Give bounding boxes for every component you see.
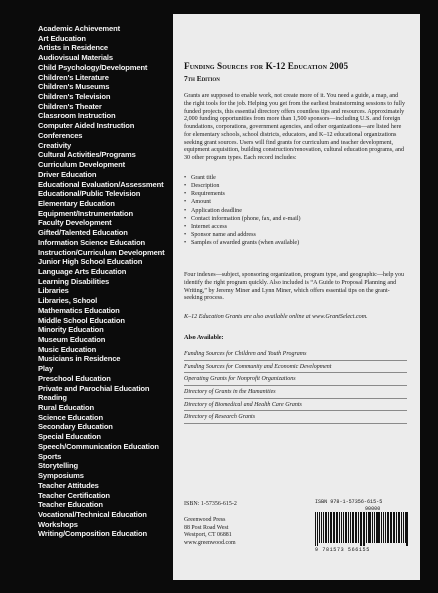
barcode-bar: [405, 512, 406, 543]
spine-topic-list: [38, 24, 173, 539]
spine-topic: Classroom Instruction: [38, 111, 116, 121]
spine-topic: Vocational/Technical Education: [38, 509, 147, 519]
barcode-bar: [366, 512, 367, 543]
barcode-bar: [391, 512, 392, 543]
barcode-bar: [403, 512, 404, 543]
spine-topic: Children's Literature: [38, 72, 109, 82]
spine-topic: Musicians in Residence: [38, 354, 121, 364]
spine-topic: Art Education: [38, 33, 86, 43]
spine-topic: Workshops: [38, 519, 78, 529]
barcode-bar: [363, 512, 365, 546]
record-field-item: • Amount: [184, 198, 407, 206]
barcode: [315, 499, 413, 559]
barcode-bar: [323, 512, 324, 543]
spine-topic: Artists in Residence: [38, 43, 109, 53]
spine-topic: Rural Education: [38, 403, 94, 413]
barcode-bar: [352, 512, 354, 543]
record-field-item: • Contact information (phone, fax, and e-mail): [184, 215, 407, 223]
spine-topic: Faculty Development: [38, 218, 112, 228]
barcode-bar: [369, 512, 371, 543]
barcode-bar: [383, 512, 384, 543]
barcode-bar: [385, 512, 386, 543]
spine-topic: Educational Evaluation/Assessment: [38, 179, 164, 189]
barcode-bar: [396, 512, 397, 543]
description-panel: [173, 14, 420, 580]
related-title: Funding Sources for Children and Youth Programs: [184, 351, 407, 361]
barcode-bar: [339, 512, 341, 543]
publisher-imprint: [184, 517, 236, 547]
barcode-bar: [377, 512, 379, 543]
related-title: Directory of Biomedical and Health Care Grants: [184, 402, 407, 412]
record-field-item: • Grant title: [184, 174, 407, 182]
spine-topic: Mathematics Education: [38, 305, 120, 315]
spine-topic: Instruction/Curriculum Development: [38, 247, 165, 257]
spine-topic: Curriculum Development: [38, 160, 125, 170]
spine-topic: Audiovisual Materials: [38, 53, 113, 63]
spine-topic: Gifted/Talented Education: [38, 228, 128, 238]
online-availability: [184, 314, 407, 322]
barcode-bar: [368, 512, 369, 543]
spine-topic: Learning Disabilities: [38, 276, 110, 286]
spine-topic: Academic Achievement: [38, 24, 120, 33]
related-title: Funding Sources for Community and Economic Development: [184, 364, 407, 374]
spine-topic: Play: [38, 364, 54, 374]
barcode-bar: [356, 512, 357, 543]
barcode-bar: [350, 512, 351, 543]
spine-topic: Conferences: [38, 130, 83, 140]
barcode-bar: [372, 512, 373, 543]
barcode-bar: [348, 512, 349, 543]
record-field-item: • Application deadline: [184, 207, 407, 215]
barcode-bar: [360, 512, 362, 546]
spine-topic: Information Science Education: [38, 237, 146, 247]
record-field-item: • Samples of awarded grants (when available): [184, 239, 407, 247]
publisher-street: 88 Post Road West: [184, 524, 229, 531]
spine-topic: Teacher Certification: [38, 490, 110, 500]
related-title: Directory of Grants in the Humanities: [184, 389, 407, 399]
barcode-bars: [315, 512, 413, 546]
publisher-name: Greenwood Press: [184, 517, 226, 523]
barcode-bar: [321, 512, 322, 543]
spine-topic: Elementary Education: [38, 198, 115, 208]
book-title: Funding Sources for K-12 Education 2005: [184, 61, 349, 71]
spine-topic: Driver Education: [38, 169, 97, 179]
barcode-bar: [398, 512, 400, 543]
barcode-bar: [387, 512, 389, 543]
barcode-bar: [334, 512, 335, 543]
barcode-bar: [355, 512, 356, 543]
barcode-bar: [345, 512, 347, 543]
publisher-website: www.greenwood.com: [184, 539, 236, 546]
spine-topic: Reading: [38, 393, 67, 403]
spine-topic: Special Education: [38, 432, 101, 442]
isbn-text: ISBN: 1-57356-615-2: [184, 501, 237, 507]
spine-topic: Junior High School Education: [38, 257, 143, 267]
barcode-bar: [343, 512, 344, 543]
spine-topic: Museum Education: [38, 335, 106, 344]
spine-topic: Teacher Education: [38, 500, 103, 510]
related-title: Operating Grants for Nonprofit Organizations: [184, 376, 407, 386]
barcode-bar: [381, 512, 383, 543]
indexes-paragraph: Four indexes—subject, sponsoring organization, program type, and geographic—help you identify the right program quickly. Also included is “A Guide to Proposal Planning and Writing,” by Jeremy Miner and Lynn Miner, which offers essential tips on the grant-seeking process.: [184, 272, 405, 302]
spine-topic: Cultural Activities/Programs: [38, 150, 136, 160]
spine-topic: Libraries: [38, 286, 69, 296]
spine-topic: Preschool Education: [38, 373, 111, 383]
spine-topic: Creativity: [38, 140, 72, 150]
spine-topic: Libraries, School: [38, 296, 98, 306]
barcode-bar: [317, 512, 318, 546]
spine-topic: Children's Television: [38, 92, 111, 102]
also-available-heading: Also Available:: [184, 334, 224, 341]
spine-topic: Educational/Public Television: [38, 189, 141, 199]
barcode-bar: [328, 512, 329, 543]
barcode-isbn-label: ISBN 978-1-57356-615-5: [315, 499, 383, 505]
spine-topic: Speech/Communication Education: [38, 441, 159, 451]
spine-topic: Minority Education: [38, 325, 104, 335]
barcode-bar: [330, 512, 332, 543]
publisher-city: Westport, CT 06881: [184, 532, 232, 539]
spine-topic: Children's Museums: [38, 82, 110, 92]
spine-topic: Middle School Education: [38, 315, 125, 325]
spine-topic: Science Education: [38, 412, 103, 422]
spine-topic: Computer Aided Instruction: [38, 121, 135, 131]
spine-topic: Writing/Composition Education: [38, 529, 147, 539]
related-title: Directory of Research Grants: [184, 414, 407, 424]
barcode-digits: 9 781573 566155: [315, 547, 370, 553]
spine-topic: Child Psychology/Development: [38, 62, 148, 72]
record-field-item: • Sponsor name and address: [184, 231, 407, 239]
barcode-price-code: 90000: [365, 506, 381, 512]
spine-topic: Language Arts Education: [38, 266, 127, 276]
barcode-bar: [341, 512, 342, 543]
record-field-item: • Description: [184, 182, 407, 190]
barcode-bar: [325, 512, 327, 543]
barcode-bar: [319, 512, 321, 543]
spine-topic: Symposiums: [38, 471, 84, 481]
spine-topic: Private and Parochial Education: [38, 383, 150, 393]
barcode-bar: [401, 512, 402, 543]
barcode-bar: [374, 512, 375, 543]
barcode-bar: [358, 512, 359, 543]
spine-topic: Storytelling: [38, 461, 78, 471]
barcode-bar: [393, 512, 395, 543]
barcode-bar: [376, 512, 377, 543]
also-available-list: [184, 351, 407, 427]
intro-paragraph: Grants are supposed to enable work, not create more of it. You need a guide, a map, and the right tools for the job. Helping you get from the earliest brainstorming sessions to fully funded projects, this essential directory offers countless tips and resources. Approximately 2,000 funding opportunities from more than 1,500 sponsors—including U.S. and foreign foundations, corporations, government agencies, and other organizations—are listed here for elementary schools, school districts, educators, and K–12 educational organizations seeking grant sources. Users will find grants for curriculum and teacher development, equipment acquisition, building construction/renovation, cultural education programs, and 30 other program types. Each record includes:: [184, 93, 406, 161]
barcode-bar: [406, 512, 408, 546]
spine-topic: Music Education: [38, 344, 97, 354]
spine-topic: Sports: [38, 451, 62, 461]
barcode-bar: [390, 512, 391, 543]
record-fields-list: [184, 174, 407, 247]
record-field-item: • Internet access: [184, 223, 407, 231]
spine-topic: Teacher Attitudes: [38, 480, 99, 490]
barcode-bar: [333, 512, 334, 543]
spine-topic: Equipment/Instrumentation: [38, 208, 133, 218]
spine-topic: Children's Theater: [38, 101, 102, 111]
barcode-bar: [315, 512, 316, 546]
record-field-item: • Requirements: [184, 190, 407, 198]
book-edition: 7th Edition: [184, 74, 220, 83]
online-availability-text: K–12 Education Grants are also available online at www.GrantSelect.com.: [184, 314, 368, 320]
spine-topic: Secondary Education: [38, 422, 113, 432]
barcode-bar: [336, 512, 338, 543]
